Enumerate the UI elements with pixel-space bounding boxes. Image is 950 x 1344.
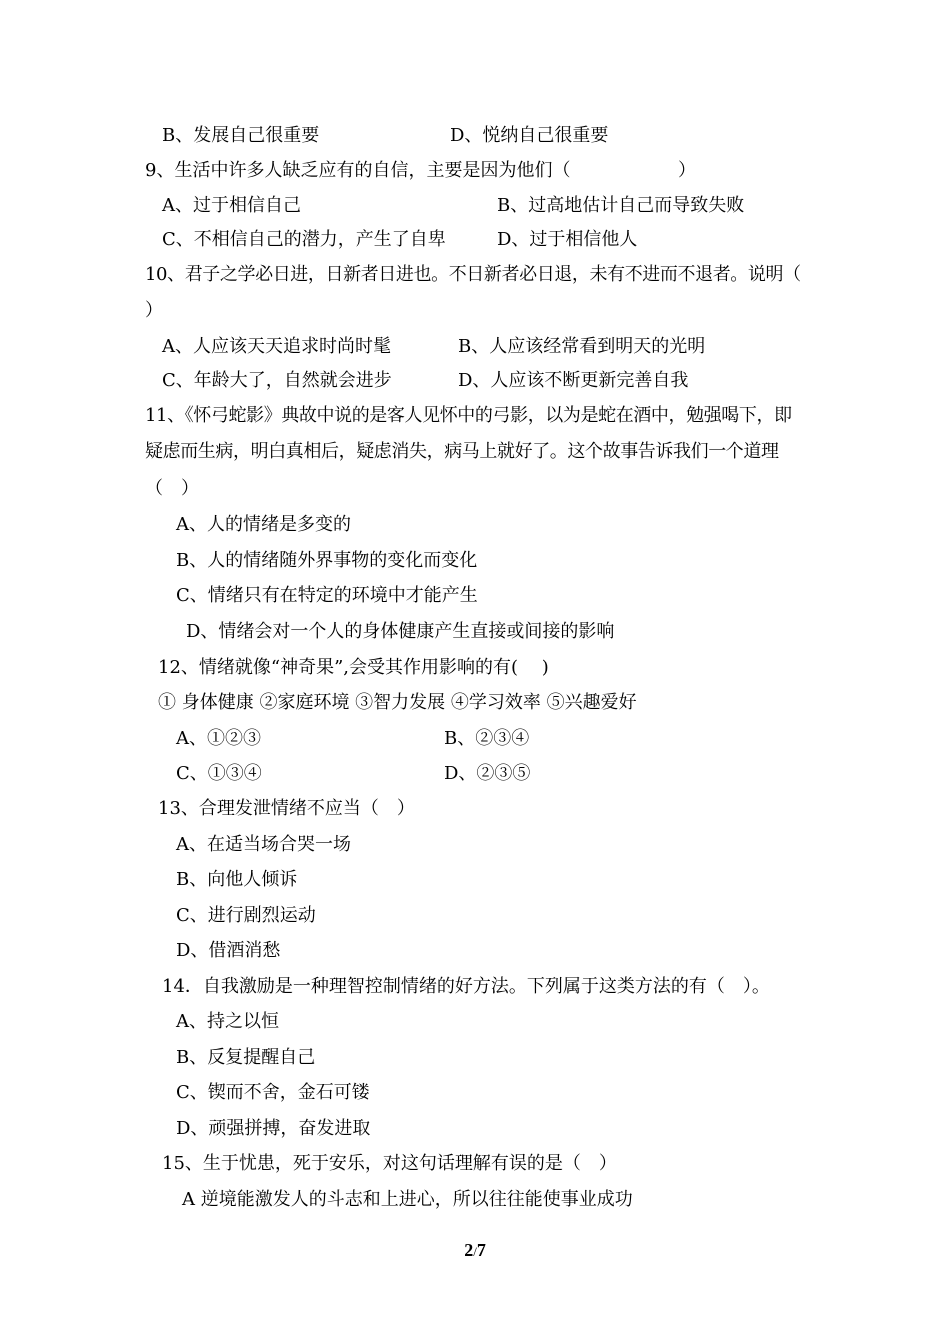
question-15: 15、生于忧患，死于安乐，对这句话理解有误的是（ ）: [162, 1153, 617, 1174]
q11-option-b: B、人的情绪随外界事物的变化而变化: [176, 550, 478, 571]
question-12: 12、情绪就像“神奇果”,会受其作用影响的有( ): [158, 657, 549, 678]
q9-option-d: D、过于相信他人: [497, 229, 638, 250]
question-14: 14．自我激励是一种理智控制情绪的好方法。下列属于这类方法的有（ ）。: [162, 976, 770, 997]
q14-option-a: A、持之以恒: [176, 1011, 279, 1032]
q8-option-d: D、悦纳自己很重要: [450, 125, 609, 146]
question-9-paren: ）: [678, 160, 696, 181]
question-12-items: ① 身体健康 ②家庭环境 ③智力发展 ④学习效率 ⑤兴趣爱好: [158, 692, 637, 713]
question-10-paren: ）: [145, 300, 163, 321]
question-9: 9、生活中许多人缺乏应有的自信，主要是因为他们（: [145, 160, 571, 181]
q13-option-c: C、进行剧烈运动: [176, 905, 316, 926]
page-number: [0, 1240, 950, 1261]
q10-option-a: A、人应该天天追求时尚时髦: [162, 336, 391, 357]
q10-option-b: B、人应该经常看到明天的光明: [458, 336, 706, 357]
question-13: 13、合理发泄情绪不应当（ ）: [158, 798, 415, 819]
question-11-line-2: 疑虑而生病，明白真相后，疑虑消失，病马上就好了。这个故事告诉我们一个道理: [145, 441, 779, 462]
question-11-line-1: 11、《怀弓蛇影》典故中说的是客人见怀中的弓影，以为是蛇在酒中，勉强喝下，即: [145, 405, 792, 426]
q11-option-a: A、人的情绪是多变的: [176, 514, 351, 535]
question-11-paren: （ ）: [145, 478, 199, 499]
q13-option-d: D、借酒消愁: [176, 940, 281, 961]
q12-option-c: C、①③④: [176, 763, 262, 784]
page-separator: /: [473, 1244, 477, 1259]
q12-option-a: A、①②③: [176, 728, 261, 749]
current-page: 2: [464, 1240, 474, 1260]
q13-option-a: A、在适当场合哭一场: [176, 834, 351, 855]
q11-option-d: D、情绪会对一个人的身体健康产生直接或间接的影响: [186, 621, 615, 642]
question-10: 10、君子之学必日进，日新者日进也。不日新者必日退，未有不进而不退者。说明（: [145, 264, 801, 285]
q15-option-a: A 逆境能激发人的斗志和上进心，所以往往能使事业成功: [182, 1189, 633, 1210]
q14-option-d: D、顽强拼搏，奋发进取: [176, 1118, 371, 1139]
q14-option-b: B、反复提醒自己: [176, 1047, 316, 1068]
q9-option-b: B、过高地估计自己而导致失败: [497, 195, 745, 216]
q12-option-b: B、②③④: [444, 728, 530, 749]
q8-option-b: B、发展自己很重要: [162, 125, 320, 146]
q10-option-d: D、人应该不断更新完善自我: [458, 370, 689, 391]
total-pages: 7: [476, 1240, 486, 1260]
q9-option-a: A、过于相信自己: [162, 195, 301, 216]
q11-option-c: C、情绪只有在特定的环境中才能产生: [176, 585, 478, 606]
q10-option-c: C、年龄大了，自然就会进步: [162, 370, 392, 391]
q13-option-b: B、向他人倾诉: [176, 869, 298, 890]
q9-option-c: C、不相信自己的潜力，产生了自卑: [162, 229, 446, 250]
q12-option-d: D、②③⑤: [444, 763, 531, 784]
q14-option-c: C、锲而不舍，金石可镂: [176, 1082, 370, 1103]
